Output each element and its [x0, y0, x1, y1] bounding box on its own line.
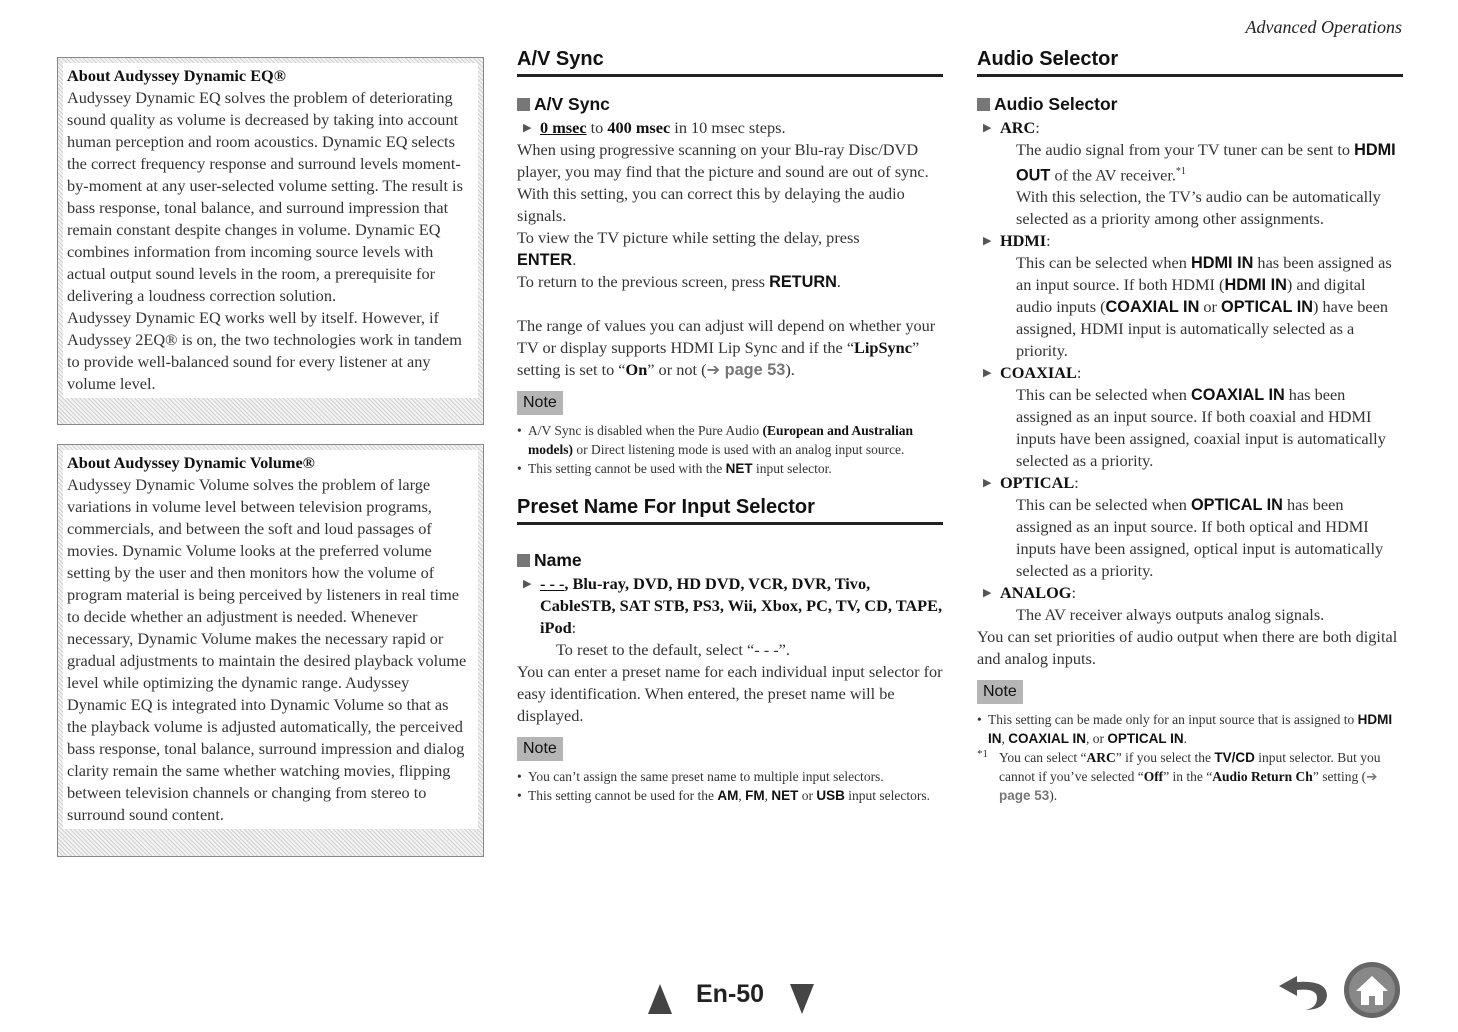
av-sync-min: 0 msec [540, 118, 587, 137]
av-sync-note-1 [517, 421, 943, 459]
hdmi-label: HDMI [1000, 231, 1047, 251]
fn-off: Off [1143, 769, 1164, 785]
av-sync-paragraph-2 [517, 227, 943, 271]
right-column [977, 48, 1403, 805]
an1-post: . [1183, 731, 1188, 747]
dynamic-volume-box [57, 444, 484, 857]
page-footer [640, 976, 820, 1026]
fn-pre: You can select “ [999, 750, 1087, 766]
hdmi-pre: This can be selected when [1016, 253, 1191, 273]
preset-option-list: , Blu-ray, DVD, HD DVD, VCR, DVR, Tivo, CableSTB, SAT STB, PS3, Wii, Xbox, PC, TV, CD, TAPE, iPod [540, 574, 943, 637]
av-sync-note-badge: Note [517, 391, 563, 415]
triangle-bullet-icon: ▶ [523, 122, 532, 134]
note1-post: or Direct listening mode is used with an analog input source. [573, 442, 905, 457]
av-sync-note-2 [517, 459, 943, 478]
analog-option: ▶ ANALOG: [983, 583, 1076, 603]
av-sync-to: to [586, 118, 608, 137]
fn-setting: Audio Return Ch [1212, 769, 1313, 785]
fm-key-label: FM [745, 788, 765, 803]
coaxial-desc [977, 384, 1403, 472]
fn-post: ). [1049, 788, 1058, 804]
enter-key-label: ENTER [517, 251, 573, 269]
note1-bold: (European and Australian models) [528, 423, 914, 457]
preset-name-options [517, 573, 943, 639]
coax-pre: This can be selected when [1016, 385, 1191, 405]
audio-selector-paragraph: You can set priorities of audio output when there are both digital and analog inputs. [977, 627, 1398, 669]
square-bullet-icon [977, 98, 990, 111]
av-sync-subtitle-text: A/V Sync [534, 94, 610, 114]
hdmi-m1: has been assigned as an input source. If both HDMI ( [1016, 253, 1392, 295]
section-header: Advanced Operations [1245, 17, 1402, 37]
page-53-link[interactable]: ➔ page 53 [999, 769, 1378, 804]
optical-option: ▶ OPTICAL: [983, 473, 1079, 493]
coaxial-in-label: COAXIAL IN [1105, 298, 1200, 317]
coaxial-in-key: COAXIAL IN [1190, 386, 1285, 405]
lipsync-on: On [625, 360, 648, 379]
pn2-c1: , [738, 788, 746, 803]
p4-post: ). [785, 360, 795, 379]
analog-desc: The AV receiver always outputs analog signals. [1016, 605, 1325, 625]
name-subtitle [517, 549, 943, 571]
arc-desc-1 [977, 139, 1403, 186]
p4-mid: ” setting is set to “ [517, 338, 920, 379]
preset-paragraph: You can enter a preset name for each individual input selector for easy identification. When entered, the preset name will be displayed. [517, 662, 943, 725]
page-down-icon[interactable] [790, 984, 814, 1014]
opt-post: has been assigned as an input source. If both optical and HDMI inputs have been assigned, optical input is automatically selected as a priority. [1016, 495, 1384, 581]
av-sync-range [517, 117, 943, 139]
fn-arc: ARC [1086, 750, 1116, 766]
page-number: En-50 [696, 980, 765, 1008]
fn-m3: ” in the “ [1163, 769, 1213, 785]
footnote-mark: *1 [977, 748, 988, 761]
triangle-bullet-icon: ▶ [983, 122, 992, 134]
p4-text: The range of values you can adjust will depend on whether your TV or display supports HDMI Lip Sync and if the “ [517, 316, 936, 357]
optical-in-key-2: OPTICAL IN [1107, 731, 1184, 747]
middle-column [517, 48, 943, 805]
coaxial-in-key-2: COAXIAL IN [1008, 731, 1087, 747]
av-sync-paragraph-1: When using progressive scanning on your Blu-ray Disc/DVD player, you may find that the picture and sound are out of sync. With this setting, you can correct this by delaying the audio signals. [517, 140, 929, 225]
arc-option: ▶ ARC: [983, 118, 1040, 137]
net-key-label: NET [771, 788, 799, 803]
dynamic-eq-box [57, 57, 484, 425]
pn2-pre: This setting cannot be used for the [528, 788, 718, 803]
p3-post: . [836, 272, 841, 291]
home-icon[interactable] [1342, 960, 1402, 1020]
av-sync-max: 400 msec [607, 118, 671, 137]
triangle-bullet-icon: ▶ [983, 235, 992, 248]
preset-name-section-title: Preset Name For Input Selector [517, 496, 943, 525]
arc-d1-post: of the AV receiver. [1050, 165, 1176, 185]
page-up-icon[interactable] [648, 984, 672, 1014]
dynamic-volume-paragraph: Audyssey Dynamic Volume solves the problem of large variations in volume level between television programs, commercials, and between the soft and loud passages of movies. Dynamic Volume looks at the preferred volume setting by the user and then monitors how the volume of program material is being perceived by listeners in real time to decide whether an adjustment is needed. Whenever necessary, Dynamic Volume makes the necessary rapid or gradual adjustments to maintain the desired playback volume level while optimizing the dynamic range. Audyssey Dynamic EQ is integrated into Dynamic Volume so that as the playback volume is adjusted automatically, the perceived bass response, tonal balance, surround impression and dialog clarity remain the same whether watching movies, flipping between television channels or changing from stereo to surround sound content. [67, 475, 467, 824]
av-sync-subtitle [517, 93, 943, 115]
av-sync-paragraph-3 [517, 271, 943, 293]
av-sync-steps: in 10 msec steps. [670, 118, 786, 137]
note2-post: input selector. [752, 461, 832, 476]
footnote-ref: *1 [1175, 166, 1186, 177]
dynamic-volume-title: About Audyssey Dynamic Volume® [67, 453, 315, 472]
tv-cd-key: TV/CD [1214, 750, 1255, 766]
audio-notes [977, 710, 1403, 748]
note2-pre: This setting cannot be used with the [528, 461, 726, 476]
optical-in-key: OPTICAL IN [1190, 496, 1283, 515]
audio-subtitle-text: Audio Selector [994, 94, 1118, 114]
coax-post: has been assigned as an input source. If both coaxial and HDMI inputs have been assigned, coaxial input is automatically selected as a priority. [1016, 385, 1386, 471]
fn-m2: input selector. But you cannot if you’ve selected “ [999, 750, 1381, 785]
audio-footnote-1 [977, 748, 1403, 805]
lipsync-setting: LipSync [854, 338, 912, 357]
an1-c2: , or [1086, 731, 1108, 747]
preset-colon: : [571, 618, 577, 637]
net-key-label: NET [725, 461, 753, 476]
return-key-label: RETURN [769, 273, 837, 291]
audio-note-badge: Note [977, 680, 1023, 704]
optical-desc [977, 494, 1403, 582]
am-key-label: AM [717, 788, 739, 803]
audio-note-1 [977, 710, 1403, 748]
audio-selector-section-title: Audio Selector [977, 48, 1403, 77]
hdmi-m3: or [1199, 297, 1222, 317]
audio-selector-subtitle [977, 93, 1403, 115]
opt-pre: This can be selected when [1016, 495, 1191, 515]
page-53-link[interactable]: ➔ page 53 [706, 361, 786, 379]
arc-desc-2: With this selection, the TV’s audio can be automatically selected as a priority among other assignments. [1016, 187, 1381, 229]
preset-notes [517, 767, 943, 805]
p2-post: . [572, 250, 577, 269]
pn2-post: input selectors. [844, 788, 930, 803]
preset-note-badge: Note [517, 737, 563, 761]
preset-note-1: • You can’t assign the same preset name to multiple input selectors. [517, 767, 943, 786]
preset-dash-option: - - - [540, 574, 565, 593]
optical-label: OPTICAL [1000, 473, 1075, 493]
dynamic-eq-paragraph-2: Audyssey Dynamic EQ works well by itself. However, if Audyssey 2EQ® is on, the two technologies work in tandem to provide well-balanced sound for every listener at any volume level. [67, 308, 462, 393]
p4-mid2: ” or not ( [647, 360, 707, 379]
an1-pre: This setting can be made only for an input source that is assigned to [988, 712, 1358, 728]
av-sync-notes [517, 421, 943, 478]
fn-m1: ” if you select the [1115, 750, 1215, 766]
p3-text: To return to the previous screen, press [517, 272, 770, 291]
hdmi-option: ▶ HDMI: [983, 231, 1051, 251]
preset-note-2 [517, 786, 943, 805]
square-bullet-icon [517, 554, 530, 567]
dynamic-eq-title: About Audyssey Dynamic EQ® [67, 66, 286, 85]
coaxial-label: COAXIAL [1000, 363, 1077, 383]
hdmi-in-label-2: HDMI IN [1224, 276, 1287, 295]
arc-d1-pre: The audio signal from your TV tuner can be sent to [1016, 140, 1355, 159]
analog-label: ANALOG [1000, 583, 1072, 603]
p2-text: To view the TV picture while setting the delay, press [517, 228, 860, 247]
pn2-c3: or [798, 788, 817, 803]
note1-pre: A/V Sync is disabled when the Pure Audio [528, 423, 763, 438]
usb-key-label: USB [816, 788, 845, 803]
triangle-bullet-icon: ▶ [983, 587, 992, 600]
name-subtitle-text: Name [534, 550, 582, 570]
hdmi-in-label: HDMI IN [1190, 254, 1254, 273]
preset-reset-text: To reset to the default, select “- - -”. [556, 640, 790, 659]
arc-label: ARC [1000, 118, 1036, 137]
dynamic-eq-paragraph-1: Audyssey Dynamic EQ solves the problem of deteriorating sound quality as volume is decreased by taking into account human perception and room acoustics. Dynamic EQ selects the correct frequency response and surround levels moment-by-moment at any user-selected volume setting. The result is bass response, tonal balance, and surround impression that remain constant despite changes in volume. Dynamic EQ combines information from incoming source levels with actual output sound levels in the room, a prerequisite for delivering a loudness correction solution. [67, 88, 463, 305]
hdmi-in-key: HDMI IN [988, 712, 1393, 747]
triangle-bullet-icon: ▶ [983, 477, 992, 490]
coaxial-option: ▶ COAXIAL: [983, 363, 1082, 383]
hdmi-m2: ) and digital audio inputs ( [1016, 275, 1366, 317]
square-bullet-icon [517, 98, 530, 111]
triangle-bullet-icon: ▶ [983, 367, 992, 380]
hdmi-out-label: HDMI OUT [1016, 141, 1396, 185]
pn2-c2: , [764, 788, 772, 803]
av-sync-section-title: A/V Sync [517, 48, 943, 77]
back-icon[interactable] [1275, 966, 1333, 1016]
av-sync-paragraph-4 [517, 315, 943, 381]
hdmi-desc [977, 252, 1403, 362]
fn-m4: ” setting ( [1312, 769, 1367, 785]
optical-in-label: OPTICAL IN [1221, 298, 1313, 317]
triangle-bullet-icon: ▶ [523, 578, 532, 590]
an1-c1: , [1001, 731, 1009, 747]
hdmi-post: ) have been assigned, HDMI input is automatically selected as a priority. [1016, 297, 1389, 361]
